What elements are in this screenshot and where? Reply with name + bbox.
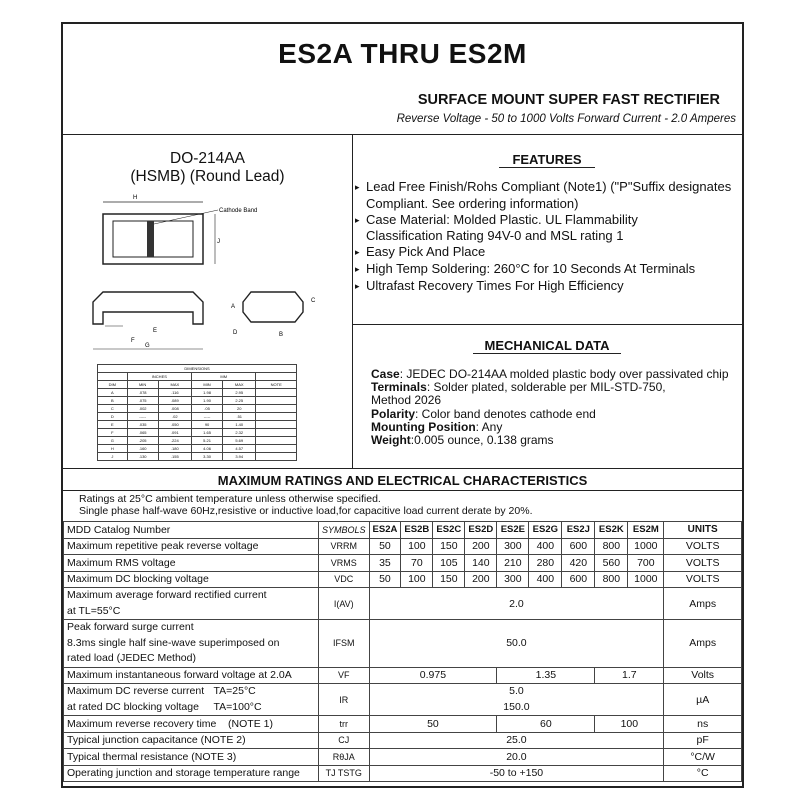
row-unit: µA (664, 684, 742, 716)
feature-item (355, 196, 731, 212)
row-value: 60 (497, 716, 595, 733)
row-condition: TA=25°C (213, 685, 256, 697)
dimensions-cell: 1.65 (192, 429, 223, 437)
table-row (64, 684, 742, 716)
row-value: 100 (595, 716, 664, 733)
dim-letter-h: H (133, 195, 138, 201)
polarity-label: Polarity (371, 406, 416, 421)
symbols-label: SYMBOLS (319, 522, 370, 539)
row-value: 280 (529, 555, 562, 572)
dimensions-cell: A (98, 389, 128, 397)
row-label: at rated DC blocking voltage (67, 700, 199, 713)
dimensions-cell: .091 (158, 429, 191, 437)
feature-text: High Temp Soldering: 260°C for 10 Seconds At Terminals (366, 260, 696, 276)
dim-letter-g: G (145, 343, 150, 349)
row-value: 150 (433, 571, 465, 588)
row-symbol: VDC (319, 571, 370, 588)
dimensions-cell (256, 421, 297, 429)
part-header: ES2D (465, 522, 497, 539)
terminals-text: : Solder plated, solderable per MIL-STD-750, (426, 380, 666, 395)
package-title (63, 150, 352, 186)
ratings-summary: Reverse Voltage - 50 to 1000 Volts Forward Current - 2.0 Amperes (396, 113, 736, 125)
row-label: rated load (JEDEC Method) (67, 652, 196, 664)
cathode-band-label: Cathode Band (219, 208, 258, 214)
dimensions-cell: .116 (158, 389, 191, 397)
dimensions-cell: .130 (127, 453, 158, 461)
dimensions-cell: 3.94 (223, 453, 256, 461)
dimensions-column-header: MAX (223, 381, 256, 389)
ratings-heading: MAXIMUM RATINGS AND ELECTRICAL CHARACTERISTICS (217, 473, 588, 488)
ratings-note-1: Ratings at 25°C ambient temperature unless otherwise specified. (79, 493, 381, 505)
row-unit: VOLTS (664, 555, 742, 572)
dimensions-column-header: MIN (127, 381, 158, 389)
dimensions-cell: 2.32 (223, 429, 256, 437)
row-unit: pF (664, 732, 742, 749)
bullet-icon: ▸ (355, 214, 360, 225)
dimensions-cell: 20 (223, 405, 256, 413)
dimensions-cell (256, 413, 297, 421)
feature-item (355, 244, 731, 261)
divider (63, 134, 742, 135)
row-label: Maximum RMS voltage (64, 555, 319, 572)
dimensions-cell: 4.57 (223, 445, 256, 453)
dimensions-cell: C (98, 405, 128, 413)
dimensions-cell: 3.30 (192, 453, 223, 461)
dimensions-cell: .02 (158, 413, 191, 421)
dimensions-row (98, 397, 297, 405)
part-header: ES2K (595, 522, 628, 539)
package-outline-drawing (83, 184, 323, 354)
feature-text: Case Material: Molded Plastic. UL Flammability (366, 211, 638, 227)
table-row (64, 588, 742, 620)
feature-text: Compliant. See ordering information) (366, 195, 579, 211)
package-end-view (243, 292, 303, 322)
dimensions-cell: .205 (127, 437, 158, 445)
cathode-band (147, 221, 154, 257)
row-value: 300 (497, 571, 529, 588)
table-row (64, 716, 742, 733)
terminals-label: Terminals (371, 380, 427, 395)
row-value: 100 (401, 571, 433, 588)
row-symbol: IR (319, 684, 370, 716)
dimensions-cell: 2.25 (223, 397, 256, 405)
dimensions-row (98, 429, 297, 437)
row-value: 35 (369, 555, 401, 572)
dimensions-rows (98, 381, 297, 461)
feature-item (355, 228, 731, 244)
row-symbol: VRMS (319, 555, 370, 572)
dim-letter-j: J (217, 239, 220, 245)
row-value: 420 (562, 555, 595, 572)
row-value: 400 (529, 538, 562, 555)
feature-text: Classification Rating 94V-0 and MSL rating 1 (366, 228, 624, 244)
dimensions-cell: D (98, 413, 128, 421)
package-side-view (93, 292, 203, 324)
row-label: Maximum DC blocking voltage (64, 571, 319, 588)
feature-text: Lead Free Finish/Rohs Compliant (Note1) ("P"Suffix designates (366, 179, 732, 194)
package-name: DO-214AA (170, 150, 245, 167)
terminals-method: Method 2026 (371, 393, 442, 408)
mechanical-data (371, 368, 729, 447)
dim-letter-e: E (153, 328, 158, 334)
table-header-row (64, 522, 742, 539)
dim-letter-b: B (279, 332, 284, 338)
row-value: 560 (595, 555, 628, 572)
table-row (64, 749, 742, 766)
dimensions-cell: .002 (127, 405, 158, 413)
row-symbol: CJ (319, 732, 370, 749)
row-label: Maximum instantaneous forward voltage at 2.0A (64, 667, 319, 684)
dimensions-cell: .008 (158, 405, 191, 413)
row-label: Typical thermal resistance (NOTE 3) (64, 749, 319, 766)
ratings-note-2: Single phase half-wave 60Hz,resistive or inductive load,for capacitive load current derate by 20%. (79, 505, 533, 517)
row-symbol: IFSM (319, 620, 370, 668)
row-symbol: trr (319, 716, 370, 733)
features-heading: FEATURES (512, 152, 582, 167)
part-header: ES2C (433, 522, 465, 539)
dimensions-cell: 4.06 (192, 445, 223, 453)
dimensions-cell: ----- (127, 413, 158, 421)
row-value: 2.0 (369, 588, 664, 620)
dimensions-column-header: NOTE (256, 381, 297, 389)
package-variant: (HSMB) (Round Lead) (130, 168, 285, 185)
feature-item (355, 212, 731, 229)
dimensions-column-header: DIM (98, 381, 128, 389)
dimensions-cell: .160 (127, 445, 158, 453)
row-value: 20.0 (369, 749, 664, 766)
dim-letter-a: A (231, 304, 236, 310)
part-header: ES2J (562, 522, 595, 539)
row-label: Peak forward surge current (67, 621, 194, 633)
dimensions-cell (256, 445, 297, 453)
row-value: 200 (465, 571, 497, 588)
dimensions-cell: .065 (127, 429, 158, 437)
dimensions-cell: 2.95 (223, 389, 256, 397)
row-value: 210 (497, 555, 529, 572)
row-value: 300 (497, 538, 529, 555)
product-subtitle: SURFACE MOUNT SUPER FAST RECTIFIER (417, 92, 720, 108)
row-value: 150 (433, 538, 465, 555)
dimensions-column-header: MAX (158, 381, 191, 389)
dimensions-row (98, 421, 297, 429)
row-value: 0.975 (369, 667, 497, 684)
dimensions-cell: 90 (192, 421, 223, 429)
dimensions-cell (256, 437, 297, 445)
dimensions-cell: 5.21 (192, 437, 223, 445)
row-value: 800 (595, 571, 628, 588)
row-symbol: TJ TSTG (319, 765, 370, 782)
dimensions-cell: F (98, 429, 128, 437)
row-value: 1.7 (595, 667, 664, 684)
table-row (64, 667, 742, 684)
row-label: Maximum average forward rectified current (67, 589, 267, 601)
bullet-icon: ▸ (355, 263, 360, 274)
row-value: 50.0 (369, 620, 664, 668)
row-condition: TA=100°C (213, 700, 262, 713)
dimensions-cell: J (98, 453, 128, 461)
dim-letter-d: D (233, 330, 238, 336)
row-unit: VOLTS (664, 538, 742, 555)
feature-text: Easy Pick And Place (366, 244, 486, 260)
table-row (64, 765, 742, 782)
dimensions-row (98, 437, 297, 445)
row-note: (NOTE 1) (228, 717, 273, 730)
dimensions-cell (256, 429, 297, 437)
dimensions-cell: .075 (127, 397, 158, 405)
row-label: 8.3ms single half sine-wave superimposed on (67, 636, 280, 649)
divider (352, 324, 742, 325)
part-header: ES2A (369, 522, 401, 539)
weight-label: Weight (371, 433, 411, 448)
dimensions-row (98, 389, 297, 397)
dimensions-row (98, 405, 297, 413)
row-unit: Amps (664, 620, 742, 668)
bullet-icon: ▸ (355, 182, 360, 192)
row-value: 400 (529, 571, 562, 588)
dimensions-cell: G (98, 437, 128, 445)
row-unit: VOLTS (664, 571, 742, 588)
dimensions-cell (256, 453, 297, 461)
row-unit: Amps (664, 588, 742, 620)
dimensions-cell: ----- (192, 413, 223, 421)
row-value: -50 to +150 (369, 765, 664, 782)
row-value: 70 (401, 555, 433, 572)
row-value: 1000 (628, 571, 664, 588)
row-label: Maximum repetitive peak reverse voltage (64, 538, 319, 555)
mm-group: MM (192, 373, 256, 381)
part-header: ES2G (529, 522, 562, 539)
row-value: 105 (433, 555, 465, 572)
dimensions-row (98, 445, 297, 453)
row-value: 100 (401, 538, 433, 555)
row-unit: °C (664, 765, 742, 782)
row-value: 50 (369, 716, 497, 733)
polarity-text: : Color band denotes cathode end (415, 406, 596, 421)
dim-letter-c: C (311, 298, 316, 304)
feature-item (355, 261, 731, 278)
dimensions-cell: .180 (158, 445, 191, 453)
feature-text: Ultrafast Recovery Times For High Efficiency (366, 277, 624, 293)
part-header: ES2E (497, 522, 529, 539)
row-symbol: VF (319, 667, 370, 684)
row-label: Maximum reverse recovery time (67, 717, 217, 730)
row-value: 600 (562, 571, 595, 588)
electrical-characteristics-table (63, 521, 742, 782)
inches-group: INCHES (127, 373, 191, 381)
dimensions-cell: .078 (127, 389, 158, 397)
row-symbol: RθJA (319, 749, 370, 766)
mounting-label: Mounting Position (371, 419, 476, 434)
mounting-text: : Any (475, 419, 503, 434)
table-row (64, 732, 742, 749)
page-title: ES2A THRU ES2M (278, 38, 527, 69)
features-list (355, 179, 731, 295)
table-row (64, 555, 742, 572)
divider (63, 468, 742, 469)
dimensions-title: DIMENSIONS (98, 365, 297, 373)
dimensions-row (98, 413, 297, 421)
row-symbol: I(AV) (319, 588, 370, 620)
row-unit: °C/W (664, 749, 742, 766)
row-value: 140 (465, 555, 497, 572)
dimensions-row (98, 453, 297, 461)
row-value: 1.35 (497, 667, 595, 684)
dimensions-cell: .035 (127, 421, 158, 429)
dimensions-cell: .155 (158, 453, 191, 461)
row-value: 600 (562, 538, 595, 555)
table-row (64, 571, 742, 588)
row-value: 150.0 (503, 700, 530, 713)
dimensions-cell (256, 405, 297, 413)
mechanical-heading: MECHANICAL DATA (484, 338, 610, 353)
divider (352, 134, 353, 468)
bullet-icon: ▸ (355, 280, 360, 291)
row-value: 5.0 (509, 685, 524, 697)
dimensions-cell: E (98, 421, 128, 429)
row-unit: Volts (664, 667, 742, 684)
row-value: 50 (369, 571, 401, 588)
row-value: 700 (628, 555, 664, 572)
dimensions-cell: .05 (192, 405, 223, 413)
datasheet-page (61, 22, 744, 788)
part-header: ES2B (401, 522, 433, 539)
dimensions-cell: .089 (158, 397, 191, 405)
row-label: Maximum DC reverse current (67, 685, 205, 697)
row-label: Typical junction capacitance (NOTE 2) (64, 732, 319, 749)
row-value: 50 (369, 538, 401, 555)
row-value: 800 (595, 538, 628, 555)
feature-item (355, 278, 731, 295)
feature-item (355, 179, 731, 196)
table-row (64, 538, 742, 555)
dim-letter-f: F (131, 338, 135, 344)
row-symbol: VRRM (319, 538, 370, 555)
dimensions-cell (256, 389, 297, 397)
part-header: ES2M (628, 522, 664, 539)
case-text: : JEDEC DO-214AA molded plastic body over passivated chip (399, 367, 729, 381)
dimensions-cell: 1.40 (223, 421, 256, 429)
dimensions-cell: H (98, 445, 128, 453)
dimensions-column-header: MIN (192, 381, 223, 389)
dimensions-cell: .51 (223, 413, 256, 421)
row-value: 200 (465, 538, 497, 555)
catalog-label: MDD Catalog Number (64, 522, 319, 539)
table-row (64, 620, 742, 668)
dimensions-cell (256, 397, 297, 405)
bullet-icon: ▸ (355, 247, 360, 258)
row-label: Operating junction and storage temperature range (64, 765, 319, 782)
row-value: 1000 (628, 538, 664, 555)
dimensions-cell: 5.69 (223, 437, 256, 445)
dimensions-cell: 1.98 (192, 389, 223, 397)
dimensions-table (97, 364, 297, 461)
row-value: 25.0 (369, 732, 664, 749)
weight-text: :0.005 ounce, 0.138 grams (410, 433, 554, 448)
row-label: at TL=55°C (67, 604, 121, 617)
units-header: UNITS (664, 522, 742, 539)
dimensions-cell: B (98, 397, 128, 405)
dimensions-cell: .050 (158, 421, 191, 429)
dimensions-cell: .224 (158, 437, 191, 445)
case-label: Case (371, 367, 400, 381)
dimensions-cell: 1.90 (192, 397, 223, 405)
row-unit: ns (664, 716, 742, 733)
